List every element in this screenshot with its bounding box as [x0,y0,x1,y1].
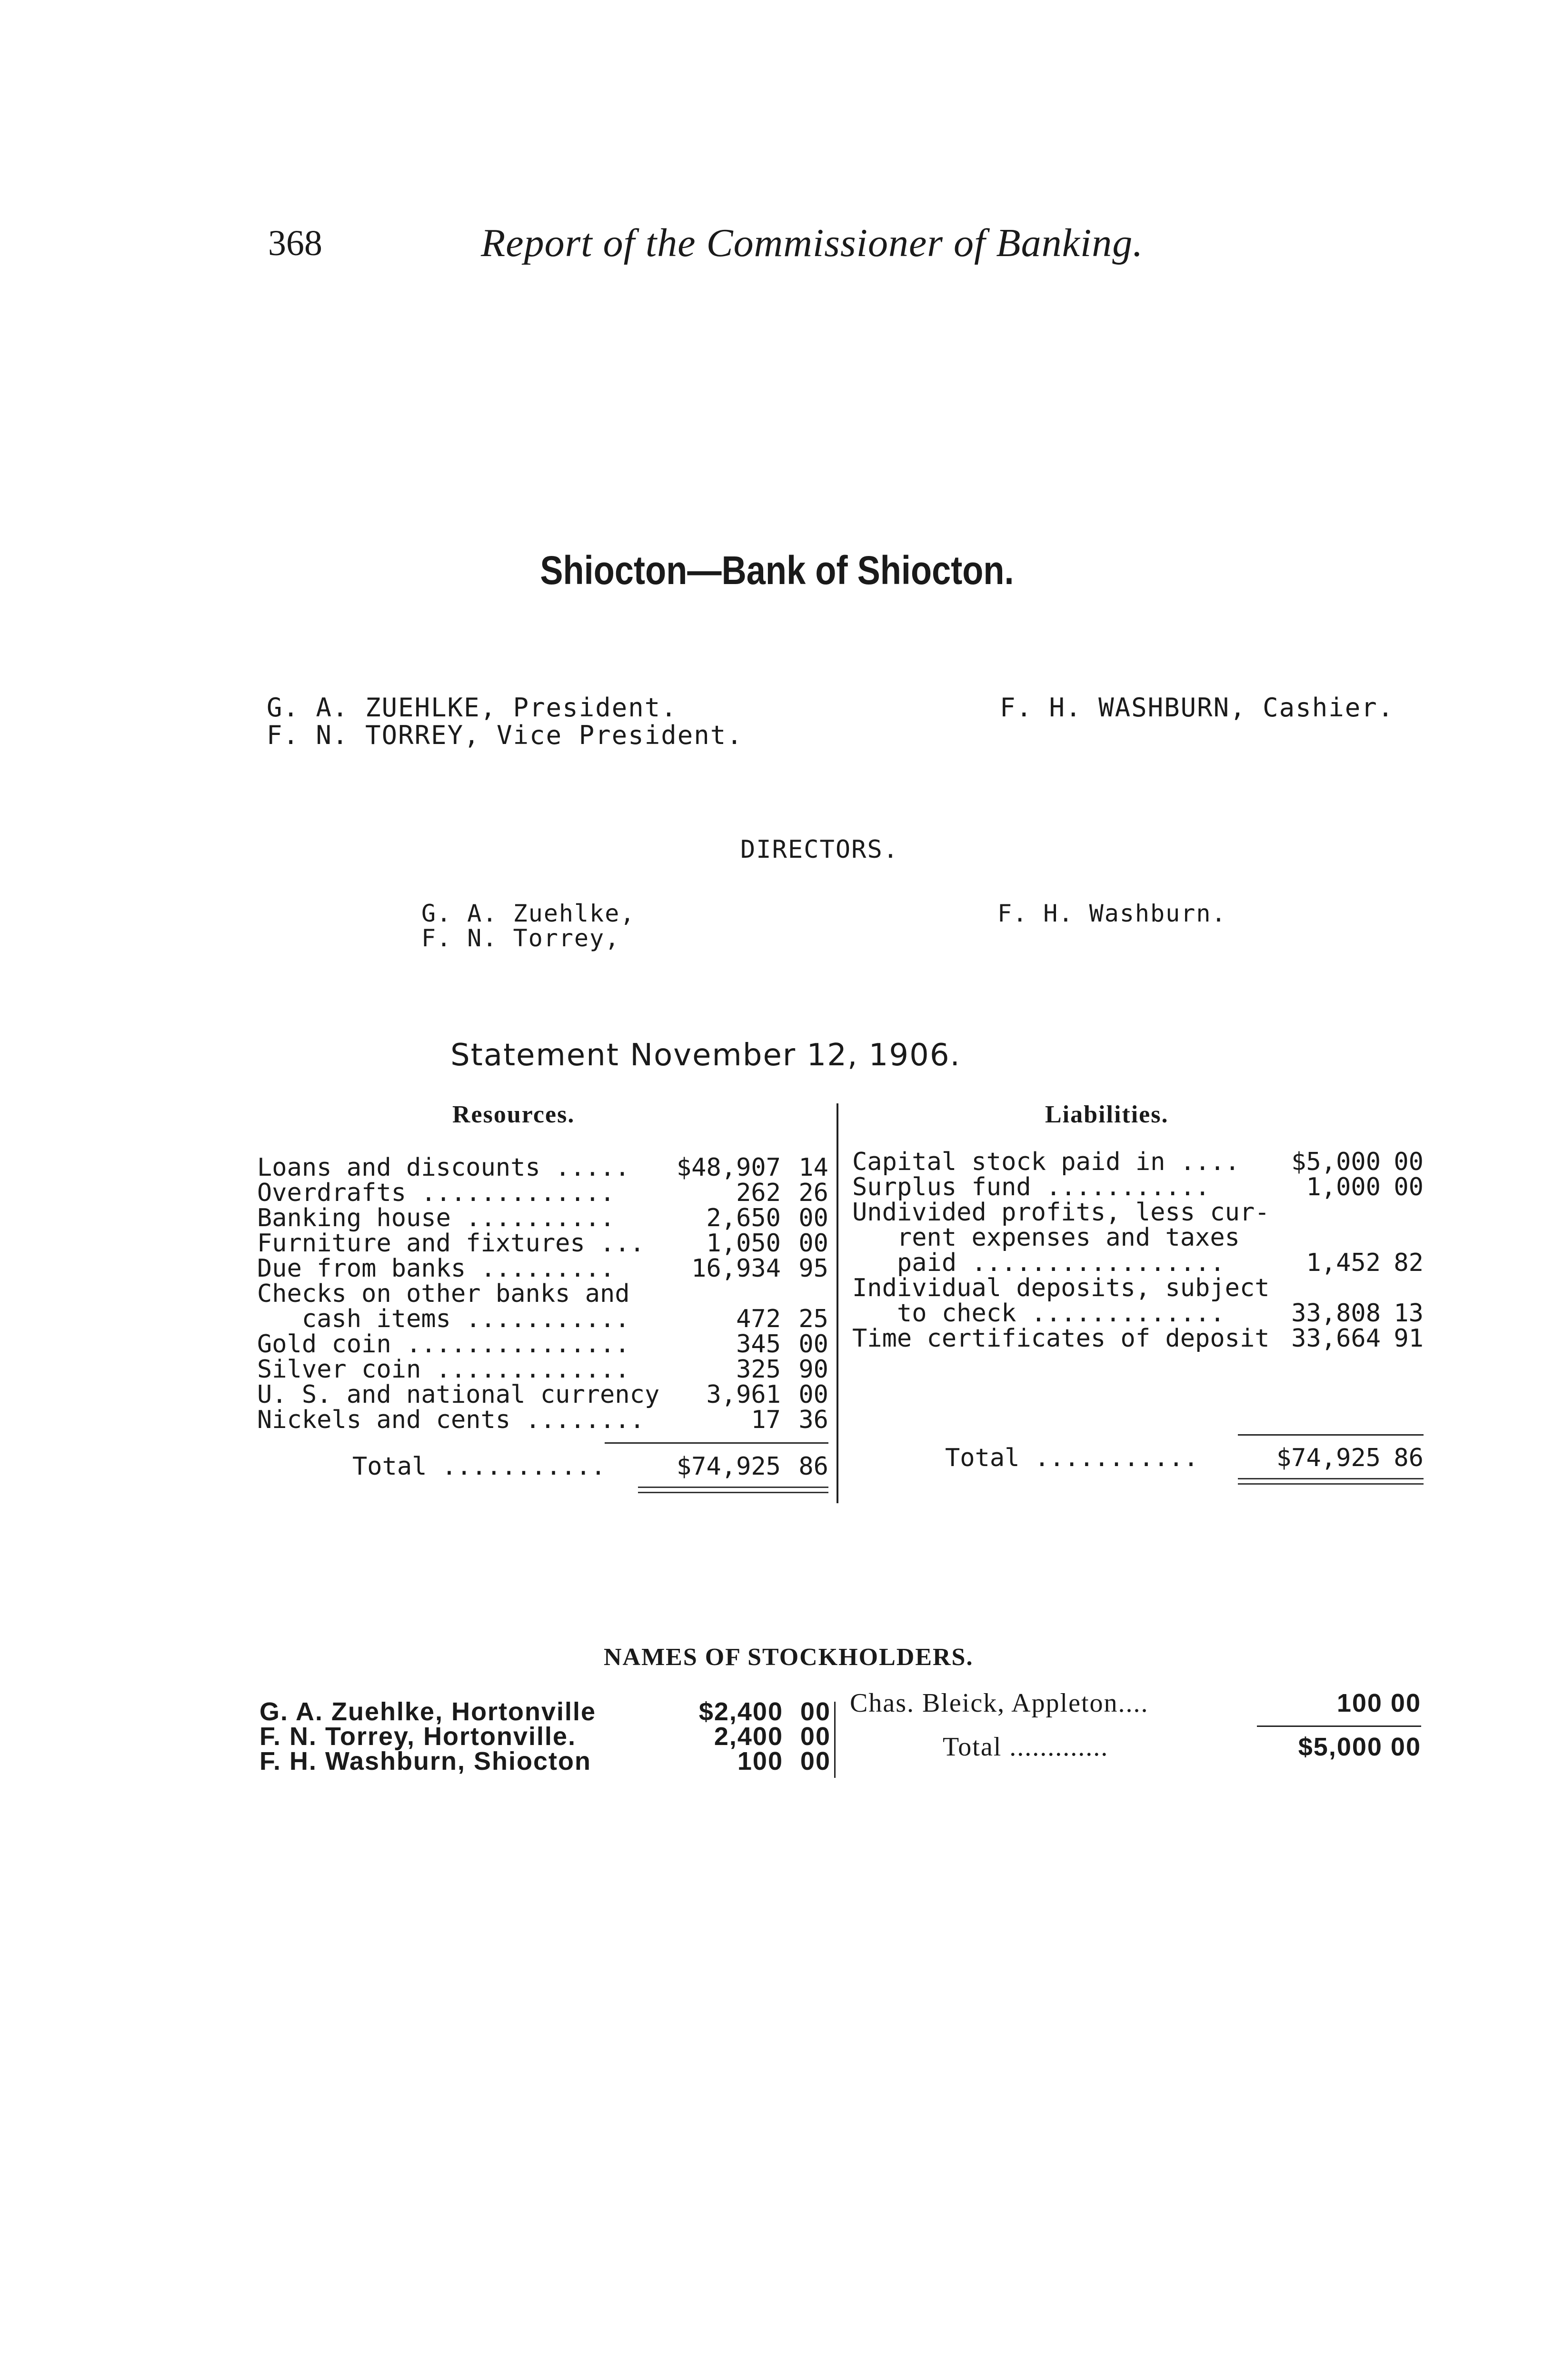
row-label: cash items ........... [257,1305,630,1333]
row-dollars: 33,664 [1291,1324,1381,1353]
table-row [852,1199,1424,1226]
row-dollars: 33,808 [1291,1299,1381,1328]
row-dollars: $5,000 [1291,1148,1381,1176]
row-cents: 36 [798,1406,828,1434]
row-label: paid ................. [852,1249,1225,1277]
table-row [852,1149,1424,1175]
stockholder-dollars: 100 [737,1747,783,1775]
row-label: Surplus fund ........... [852,1173,1210,1201]
row-cents: 00 [1394,1173,1424,1201]
stockholders-divider [834,1702,836,1778]
row-label: Silver coin ............. [257,1355,630,1384]
officer-vice-president: F. N. TORREY, Vice President. [267,720,743,750]
table-row [257,1180,828,1206]
row-label: Due from banks ......... [257,1254,615,1283]
total-double-rule [1238,1478,1424,1485]
stockholder-dollars: 2,400 [714,1722,783,1751]
total-dollars: $74,925 [1276,1444,1381,1472]
row-label: Undivided profits, less cur- [852,1198,1270,1227]
row-cents: 13 [1394,1299,1424,1328]
table-row [852,1325,1424,1352]
row-dollars: 1,452 [1306,1249,1381,1277]
total-row [850,1734,1421,1760]
statement-title: Statement November 12, 1906. [450,1038,961,1073]
stockholder-name: Chas. Bleick, Appleton.... [850,1688,1149,1718]
table-row [257,1381,828,1408]
row-dollars: 262 [736,1179,781,1207]
total-label: Total ........... [352,1452,606,1481]
table-row [257,1280,828,1307]
row-label: Gold coin ............... [257,1330,630,1359]
row-dollars: 1,050 [706,1229,781,1258]
row-label: Checks on other banks and [257,1279,630,1308]
stockholder-name: F. H. Washburn, Shiocton [259,1747,591,1775]
table-row [257,1356,828,1383]
list-item [850,1690,1421,1716]
row-label: rent expenses and taxes [852,1223,1240,1252]
stockholders-left [259,1698,831,1784]
row-dollars: 17 [751,1406,781,1434]
row-label: Time certificates of deposit [852,1324,1270,1353]
running-title: Report of the Commissioner of Banking. [481,221,1144,265]
row-label: Loans and discounts ..... [257,1153,630,1182]
total-double-rule [638,1487,828,1493]
list-item [259,1723,831,1750]
resources-heading: Resources. [452,1101,575,1128]
table-row [257,1306,828,1332]
total-dollars: $74,925 [676,1452,781,1481]
directors-heading: DIRECTORS. [740,835,899,864]
stockholder-name: G. A. Zuehlke, Hortonville [259,1697,597,1726]
resources-table [257,1154,828,1507]
row-dollars: 472 [736,1305,781,1333]
row-cents: 25 [798,1305,828,1333]
row-dollars: 1,000 [1306,1173,1381,1201]
row-label: Overdrafts ............. [257,1179,615,1207]
row-dollars: 16,934 [691,1254,781,1283]
row-cents: 00 [798,1204,828,1232]
row-dollars: 345 [736,1330,781,1359]
row-cents: 00 [798,1330,828,1359]
row-cents: 14 [798,1153,828,1182]
row-label: Nickels and cents ........ [257,1406,645,1434]
table-row [257,1331,828,1358]
stockholder-cents: 00 [800,1722,831,1751]
row-label: Capital stock paid in .... [852,1148,1240,1176]
total-cents: 86 [798,1452,828,1481]
subtotal-rule [1238,1434,1424,1436]
total-row [852,1445,1424,1471]
table-row [257,1205,828,1231]
row-label: Banking house .......... [257,1204,615,1232]
total-amount: $5,000 00 [1298,1733,1421,1761]
row-cents: 82 [1394,1249,1424,1277]
officer-president: G. A. ZUEHLKE, President. [267,693,677,723]
table-row [852,1300,1424,1327]
director-name: F. H. Washburn. [997,900,1227,927]
table-row [852,1250,1424,1276]
column-divider [837,1103,838,1503]
row-cents: 00 [798,1380,828,1409]
subtotal-rule [605,1442,828,1444]
page-number: 368 [268,223,322,263]
table-row [852,1174,1424,1200]
list-item [259,1748,831,1775]
row-dollars: 3,961 [706,1380,781,1409]
officer-cashier: F. H. WASHBURN, Cashier. [1000,693,1395,723]
director-name: F. N. Torrey, [421,924,620,952]
table-row [257,1255,828,1282]
table-row [257,1230,828,1257]
row-cents: 26 [798,1179,828,1207]
bank-title: Shiocton—Bank of Shiocton. [540,548,1014,593]
director-name: G. A. Zuehlke, [421,900,636,927]
total-row [257,1453,828,1480]
table-row [257,1154,828,1181]
liabilities-table [852,1149,1424,1501]
row-cents: 91 [1394,1324,1424,1353]
row-label: Furniture and fixtures ... [257,1229,645,1258]
table-row [257,1407,828,1433]
row-dollars: 2,650 [706,1204,781,1232]
row-cents: 00 [1394,1148,1424,1176]
stockholder-cents: 00 [800,1697,831,1726]
row-label: U. S. and national currency [257,1380,660,1409]
list-item [259,1698,831,1725]
stockholder-dollars: $2,400 [698,1697,783,1726]
row-cents: 00 [798,1229,828,1258]
stockholder-name: F. N. Torrey, Hortonville. [259,1722,577,1751]
total-cents: 86 [1394,1444,1424,1472]
row-label: to check ............. [852,1299,1225,1328]
row-dollars: 325 [736,1355,781,1384]
subtotal-rule [1257,1726,1421,1727]
liabilities-heading: Liabilities. [1045,1101,1169,1128]
stockholder-amount: 100 00 [1336,1689,1421,1717]
row-cents: 90 [798,1355,828,1384]
row-cents: 95 [798,1254,828,1283]
table-row [852,1275,1424,1301]
stockholder-cents: 00 [800,1747,831,1775]
row-dollars: $48,907 [676,1153,781,1182]
stockholders-right [850,1690,1421,1785]
stockholders-heading: NAMES OF STOCKHOLDERS. [604,1644,974,1671]
total-label: Total ............. [943,1732,1109,1762]
table-row [852,1224,1424,1251]
total-label: Total ........... [945,1444,1199,1472]
row-label: Individual deposits, subject [852,1274,1270,1302]
